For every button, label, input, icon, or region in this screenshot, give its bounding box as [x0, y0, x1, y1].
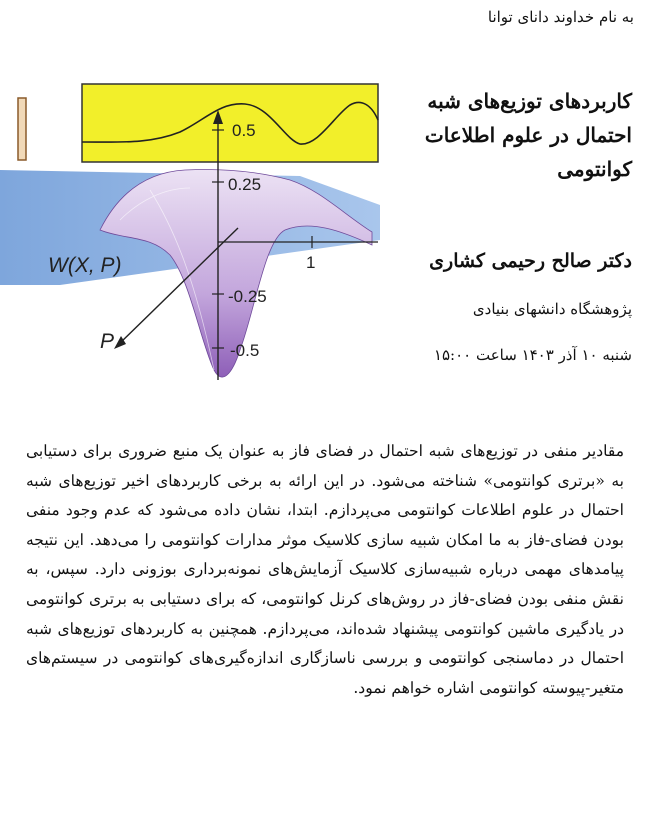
tick-label-1: 1	[306, 253, 316, 272]
talk-datetime: شنبه ۱۰ آذر ۱۴۰۳ ساعت ۱۵:۰۰	[433, 346, 632, 364]
yellow-projection-panel	[82, 84, 378, 162]
tick-label-neg-0-25: -0.25	[228, 287, 267, 306]
wigner-function-figure	[0, 80, 380, 390]
tick-label-0-5: 0.5	[232, 121, 256, 140]
talk-title: کاربردهای توزیع‌های شبه احتمال در علوم اطلاعات کوانتومی	[424, 89, 632, 181]
p-axis-label: P	[100, 330, 115, 353]
tick-label-neg-0-5: -0.5	[230, 341, 260, 360]
speaker-affiliation: پژوهشگاه دانشهای بنیادی	[472, 300, 632, 318]
p-axis-arrowhead-icon	[114, 336, 126, 349]
wigner-surface-plot	[0, 80, 380, 390]
function-label: W(X, P)	[48, 254, 122, 277]
orange-edge-fragment	[18, 98, 26, 160]
abstract-paragraph: مقادیر منفی در توزیع‌های شبه احتمال در فضای فاز به عنوان یک منبع ضروری برای دستیابی به «برتری کوانتومی» شناخته می‌شود. در این ارائه به برخی کاربردهای اخیر توزیع‌های شبه احتمال در علوم اطلاعات کوانتومی می‌پردازم. ابتدا، نشان داده می‌شود که عدم وجود منفی بودن فضای-فاز به ما امکان شبیه سازی کلاسیک موثر مدارات کوانتومی را می‌دهد. این نتیجه پیامدهای مهمی درباره شبیه‌سازی کلاسیک آزمایش‌های نمونه‌برداری بوزونی دارد. سپس، به نقش منفی بودن فضای-فاز در روش‌های کرنل کوانتومی، که برای دستیابی به برتری کوانتومی در یادگیری ماشین کوانتومی پیشنهاد شده‌اند، می‌پردازم. همچنین به کاربردهای توزیع‌های شبه احتمال در دماسنجی کوانتومی و بررسی ناسازگاری اندازه‌گیری‌های کوانتومی در سیستم‌های متغیر-پیوسته کوانتومی اشاره خواهم نمود.	[26, 442, 624, 697]
talk-title-block	[392, 84, 632, 186]
tick-label-0-25: 0.25	[228, 175, 262, 194]
speaker-name: دکتر صالح رحیمی کشاری	[429, 250, 632, 272]
invocation-line: به نام خداوند دانای توانا	[487, 8, 634, 26]
